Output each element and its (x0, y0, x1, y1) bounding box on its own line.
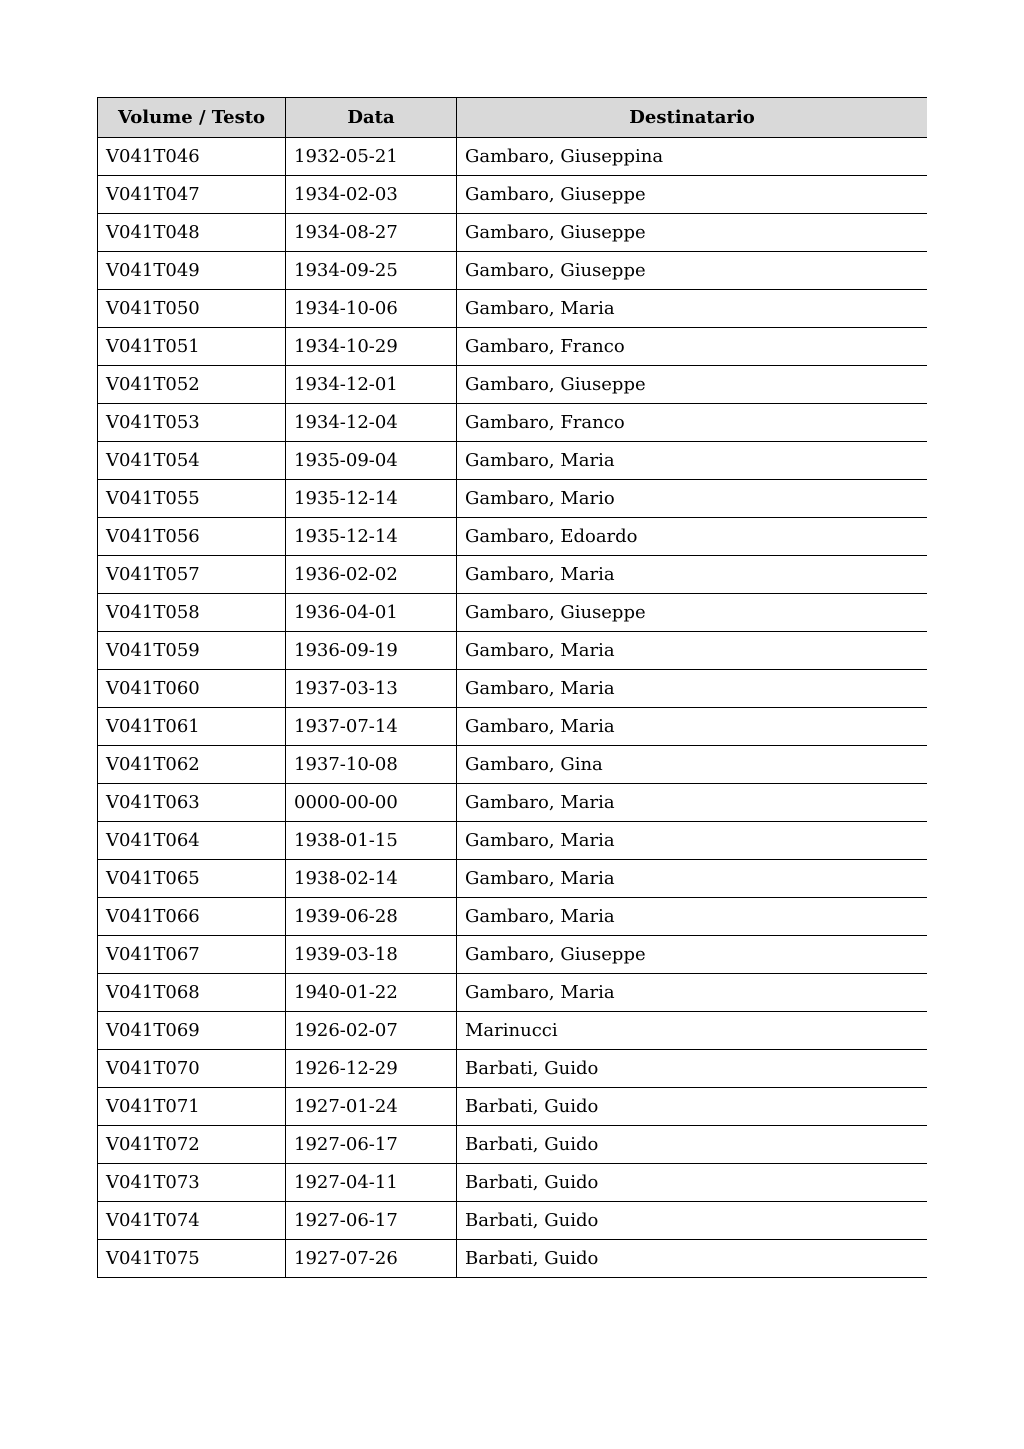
cell-data: 1926-12-29 (286, 1050, 457, 1088)
cell-data: 1934-10-29 (286, 328, 457, 366)
cell-volume-testo: V041T067 (98, 936, 286, 974)
table-row (98, 1202, 928, 1240)
table-header (98, 98, 928, 138)
cell-data: 1936-04-01 (286, 594, 457, 632)
table-row (98, 176, 928, 214)
cell-destinatario: Gambaro, Franco (457, 404, 928, 442)
cell-destinatario: Gambaro, Maria (457, 556, 928, 594)
cell-destinatario: Gambaro, Franco (457, 328, 928, 366)
cell-volume-testo: V041T062 (98, 746, 286, 784)
letters-table (97, 97, 927, 1278)
cell-destinatario: Gambaro, Maria (457, 670, 928, 708)
cell-volume-testo: V041T075 (98, 1240, 286, 1278)
table-row (98, 860, 928, 898)
cell-data: 1934-09-25 (286, 252, 457, 290)
cell-volume-testo: V041T047 (98, 176, 286, 214)
cell-volume-testo: V041T071 (98, 1088, 286, 1126)
cell-data: 1927-01-24 (286, 1088, 457, 1126)
table-row (98, 138, 928, 176)
cell-volume-testo: V041T049 (98, 252, 286, 290)
cell-destinatario: Gambaro, Gina (457, 746, 928, 784)
header-data: Data (286, 98, 457, 138)
header-volume-testo: Volume / Testo (98, 98, 286, 138)
table-row (98, 784, 928, 822)
cell-volume-testo: V041T072 (98, 1126, 286, 1164)
cell-destinatario: Barbati, Guido (457, 1050, 928, 1088)
table-row (98, 366, 928, 404)
cell-volume-testo: V041T048 (98, 214, 286, 252)
table-row (98, 1164, 928, 1202)
cell-destinatario: Gambaro, Maria (457, 708, 928, 746)
table-row (98, 518, 928, 556)
cell-destinatario: Gambaro, Maria (457, 822, 928, 860)
cell-data: 1935-09-04 (286, 442, 457, 480)
cell-volume-testo: V041T054 (98, 442, 286, 480)
cell-destinatario: Gambaro, Maria (457, 898, 928, 936)
table-row (98, 252, 928, 290)
cell-data: 1927-06-17 (286, 1126, 457, 1164)
cell-destinatario: Gambaro, Giuseppe (457, 594, 928, 632)
cell-destinatario: Gambaro, Giuseppe (457, 936, 928, 974)
cell-volume-testo: V041T070 (98, 1050, 286, 1088)
cell-data: 1940-01-22 (286, 974, 457, 1012)
table-row (98, 404, 928, 442)
cell-volume-testo: V041T053 (98, 404, 286, 442)
table-row (98, 746, 928, 784)
table-row (98, 290, 928, 328)
cell-destinatario: Gambaro, Edoardo (457, 518, 928, 556)
table-row (98, 1012, 928, 1050)
cell-volume-testo: V041T073 (98, 1164, 286, 1202)
cell-destinatario: Gambaro, Giuseppe (457, 252, 928, 290)
cell-destinatario: Gambaro, Giuseppe (457, 366, 928, 404)
cell-destinatario: Barbati, Guido (457, 1202, 928, 1240)
cell-volume-testo: V041T050 (98, 290, 286, 328)
table-row (98, 1050, 928, 1088)
cell-destinatario: Barbati, Guido (457, 1164, 928, 1202)
table-row (98, 632, 928, 670)
cell-data: 1927-06-17 (286, 1202, 457, 1240)
cell-volume-testo: V041T074 (98, 1202, 286, 1240)
cell-data: 1938-02-14 (286, 860, 457, 898)
cell-data: 1934-12-01 (286, 366, 457, 404)
cell-destinatario: Gambaro, Maria (457, 784, 928, 822)
cell-data: 1934-02-03 (286, 176, 457, 214)
table-row (98, 670, 928, 708)
cell-destinatario: Gambaro, Giuseppe (457, 214, 928, 252)
table-row (98, 480, 928, 518)
table-row (98, 214, 928, 252)
header-row (98, 98, 928, 138)
cell-destinatario: Gambaro, Mario (457, 480, 928, 518)
cell-data: 1934-12-04 (286, 404, 457, 442)
cell-volume-testo: V041T058 (98, 594, 286, 632)
cell-data: 1934-10-06 (286, 290, 457, 328)
table-row (98, 974, 928, 1012)
cell-destinatario: Gambaro, Maria (457, 860, 928, 898)
cell-data: 1937-03-13 (286, 670, 457, 708)
cell-data: 1936-02-02 (286, 556, 457, 594)
cell-volume-testo: V041T061 (98, 708, 286, 746)
table-row (98, 1126, 928, 1164)
cell-volume-testo: V041T068 (98, 974, 286, 1012)
cell-destinatario: Gambaro, Giuseppe (457, 176, 928, 214)
table-row (98, 594, 928, 632)
table-row (98, 1240, 928, 1278)
cell-data: 1937-10-08 (286, 746, 457, 784)
table-row (98, 442, 928, 480)
cell-volume-testo: V041T059 (98, 632, 286, 670)
cell-destinatario: Gambaro, Giuseppina (457, 138, 928, 176)
cell-data: 1936-09-19 (286, 632, 457, 670)
cell-destinatario: Marinucci (457, 1012, 928, 1050)
cell-data: 1937-07-14 (286, 708, 457, 746)
cell-volume-testo: V041T064 (98, 822, 286, 860)
cell-volume-testo: V041T066 (98, 898, 286, 936)
cell-data: 0000-00-00 (286, 784, 457, 822)
table-row (98, 1088, 928, 1126)
cell-data: 1935-12-14 (286, 518, 457, 556)
table-row (98, 708, 928, 746)
cell-volume-testo: V041T060 (98, 670, 286, 708)
cell-volume-testo: V041T065 (98, 860, 286, 898)
cell-volume-testo: V041T056 (98, 518, 286, 556)
cell-volume-testo: V041T046 (98, 138, 286, 176)
table-row (98, 556, 928, 594)
cell-data: 1926-02-07 (286, 1012, 457, 1050)
cell-volume-testo: V041T051 (98, 328, 286, 366)
cell-data: 1938-01-15 (286, 822, 457, 860)
cell-data: 1934-08-27 (286, 214, 457, 252)
cell-volume-testo: V041T063 (98, 784, 286, 822)
cell-destinatario: Gambaro, Maria (457, 974, 928, 1012)
table-row (98, 936, 928, 974)
table-body (98, 138, 928, 1278)
cell-data: 1927-07-26 (286, 1240, 457, 1278)
cell-data: 1927-04-11 (286, 1164, 457, 1202)
cell-volume-testo: V041T052 (98, 366, 286, 404)
header-destinatario: Destinatario (457, 98, 928, 138)
cell-volume-testo: V041T055 (98, 480, 286, 518)
cell-destinatario: Barbati, Guido (457, 1126, 928, 1164)
letters-table-container (97, 97, 927, 1312)
cell-destinatario: Gambaro, Maria (457, 290, 928, 328)
cell-destinatario: Gambaro, Maria (457, 442, 928, 480)
cell-volume-testo: V041T069 (98, 1012, 286, 1050)
table-row (98, 328, 928, 366)
cell-data: 1932-05-21 (286, 138, 457, 176)
cell-destinatario: Gambaro, Maria (457, 632, 928, 670)
cell-volume-testo: V041T057 (98, 556, 286, 594)
table-row (98, 898, 928, 936)
table-row (98, 822, 928, 860)
cell-data: 1939-06-28 (286, 898, 457, 936)
cell-destinatario: Barbati, Guido (457, 1088, 928, 1126)
cell-data: 1935-12-14 (286, 480, 457, 518)
cell-data: 1939-03-18 (286, 936, 457, 974)
cell-destinatario: Barbati, Guido (457, 1240, 928, 1278)
